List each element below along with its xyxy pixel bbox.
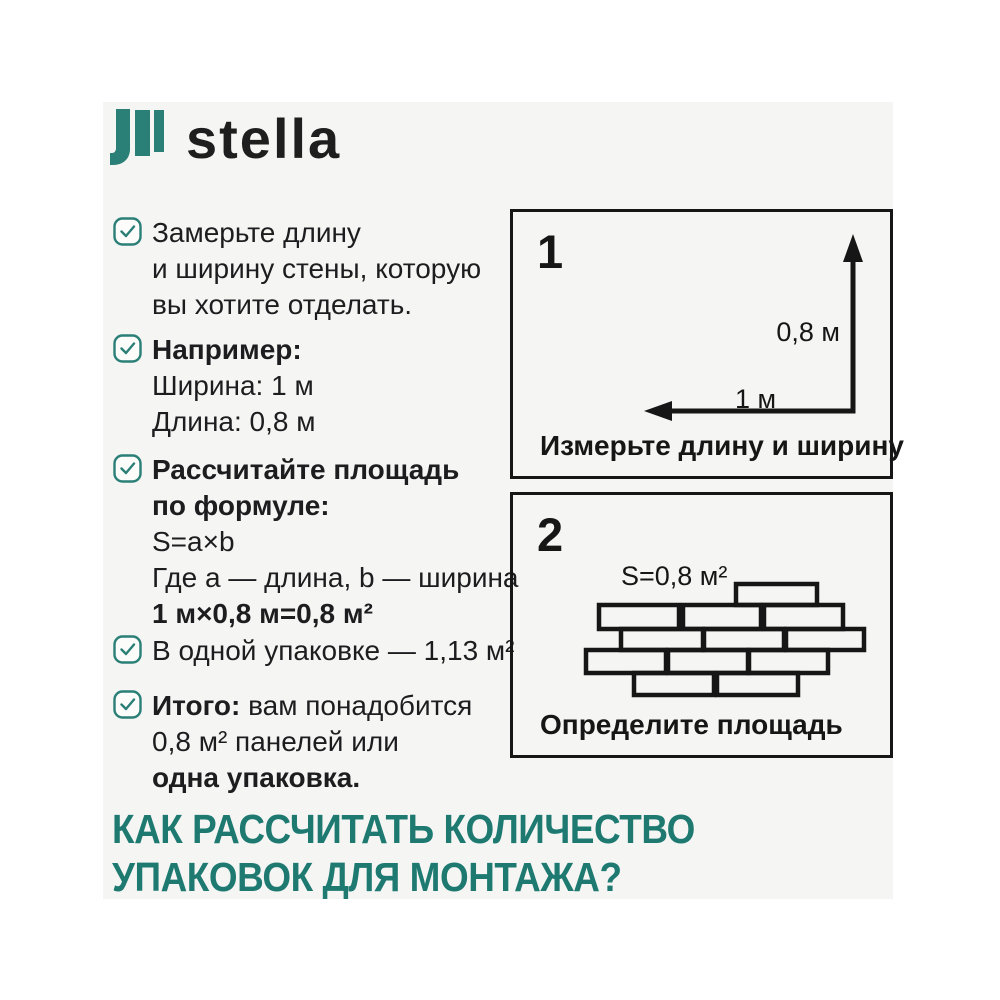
text-line: В одной упаковке — 1,13 м² [152, 635, 515, 666]
checklist-item-total [113, 688, 472, 796]
step-box-measure [510, 209, 904, 479]
checkbox-checked-icon [113, 334, 142, 363]
checkbox-checked-icon [113, 690, 142, 719]
text-line-bold: Рассчитайте площадь [152, 454, 460, 485]
text-line: и ширину стены, которую [152, 253, 482, 284]
text-line: вы хотите отделать. [152, 289, 413, 320]
text-line: Ширина: 1 м [152, 370, 314, 401]
checkbox-checked-icon [113, 635, 142, 664]
text-line-bold: одна упаковка. [152, 762, 361, 793]
formula-line: S=a×b [152, 526, 235, 557]
text-segment: вам понадобится [240, 690, 473, 721]
step-caption: Измерьте длину и ширину [540, 430, 904, 461]
height-dimension-label: 0,8 м [776, 317, 840, 347]
text-line-bold: Например: [152, 334, 302, 365]
brand-name: stella [186, 107, 342, 170]
footer-heading [112, 805, 695, 901]
checklist-item-text [152, 633, 515, 669]
text-line: 0,8 м² панелей или [152, 726, 399, 757]
area-value-label: S=0,8 м² [621, 561, 728, 591]
step-caption: Определите площадь [540, 709, 843, 740]
text-bold-segment: Итого: [152, 690, 241, 721]
text-line-bold: по формуле: [152, 490, 330, 521]
checklist-item-text [152, 332, 316, 440]
text-line: Длина: 0,8 м [152, 406, 316, 437]
text-line: Где a — длина, b — ширина [152, 562, 519, 593]
checklist-item-text [152, 215, 481, 323]
checklist-item-measure [113, 215, 481, 323]
checklist-item-formula [113, 452, 519, 632]
checklist-item-text [152, 452, 519, 632]
checkbox-checked-icon [113, 217, 142, 246]
checkbox-checked-icon [113, 454, 142, 483]
text-line: Замерьте длину [152, 217, 361, 248]
footer-heading-line: УПАКОВОК ДЛЯ МОНТАЖА? [112, 854, 622, 900]
step-number: 2 [537, 508, 564, 561]
text-line-mixed [152, 688, 472, 724]
width-dimension-label: 1 м [735, 384, 777, 414]
step-number: 1 [537, 225, 564, 278]
checklist-item-text [152, 688, 472, 796]
checklist-item-package [113, 633, 515, 669]
footer-heading-line: КАК РАССЧИТАТЬ КОЛИЧЕСТВО [112, 806, 695, 852]
stella-logo-icon [110, 108, 168, 168]
step-box-area [510, 492, 893, 758]
checklist-item-example [113, 332, 316, 440]
formula-result-line: 1 м×0,8 м=0,8 м² [152, 598, 373, 629]
content-card [103, 102, 904, 900]
